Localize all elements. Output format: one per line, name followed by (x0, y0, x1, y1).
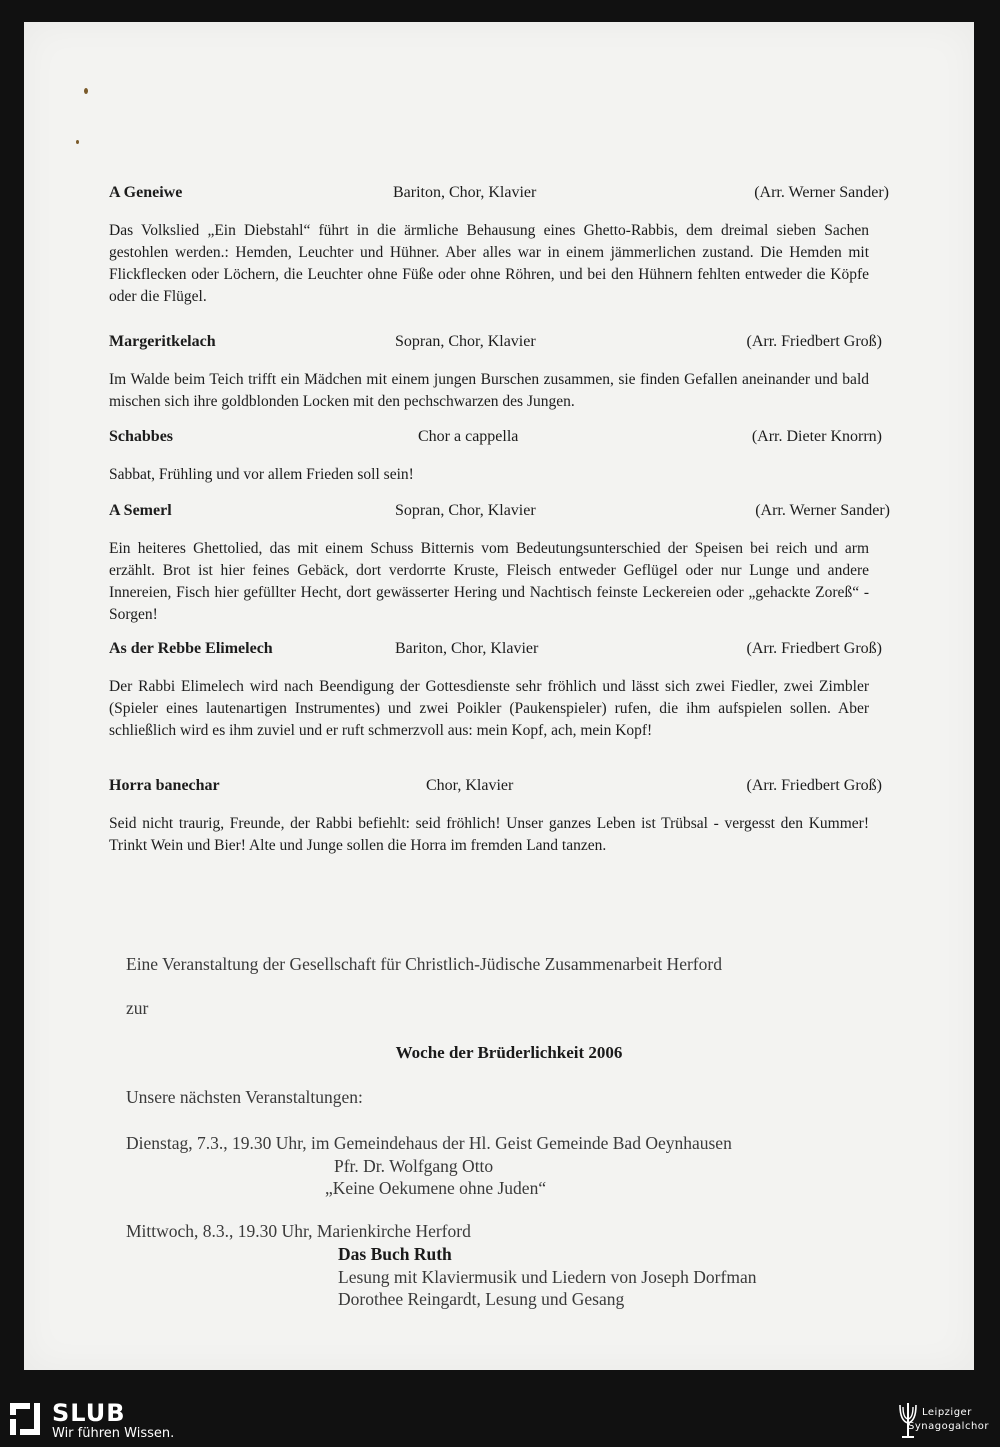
slub-name: SLUB (52, 1399, 126, 1427)
song-description: Das Volkslied „Ein Diebstahl“ führt in die ärmliche Behausung eines Ghetto-Rabbis, dem dreimal sieben Sachen gestohlen werden.: Hemden, Leuchter und Hühner. Aber alles war in einem jämmerlichen zustand. Die Hemden mit Flickflecken oder Löchern, die Leuchter ohne Füße oder ohne Röhren, und bei den Hühnern fehlten entweder die Köpfe oder die Flügel. (109, 222, 869, 305)
paper-speck (84, 88, 88, 94)
song-arranger: (Arr. Dieter Knorrn) (751, 428, 882, 445)
song-arranger: (Arr. Friedbert Groß) (746, 777, 882, 794)
song-title: As der Rebbe Elimelech (109, 640, 273, 657)
choir-name-line2: Synagogalchor (908, 1421, 990, 1432)
zur-line: zur (126, 998, 149, 1018)
song-arranger: (Arr. Werner Sander) (754, 184, 889, 201)
event2-when: Mittwoch, 8.3., 19.30 Uhr, Marienkirche Herford (126, 1221, 471, 1241)
song-entry (109, 333, 882, 413)
song-voices: Sopran, Chor, Klavier (395, 502, 536, 519)
song-description: Ein heiteres Ghettolied, das mit einem Schuss Bitternis vom Bedeutungsunterschied der Speisen bei reich und arm erzählt. Brot ist hier feines Gebäck, dort verdorrte Kruste, Fleisch entweder Geflügel oder nur Lunge und andere Innereien, Fisch hier gefüllter Hecht, dort gewässerter Hering und Nachtisch feinste Leckereien oder „gehackte Zoreß“ - Sorgen! (109, 540, 869, 623)
song-arranger: (Arr. Friedbert Groß) (746, 333, 882, 350)
song-entry (109, 640, 882, 742)
next-events-heading: Unsere nächsten Veranstaltungen: (126, 1087, 363, 1107)
menorah-icon (897, 1399, 919, 1441)
event2-line2: Dorothee Reingardt, Lesung und Gesang (338, 1289, 625, 1309)
song-entry (109, 184, 889, 308)
song-voices: Sopran, Chor, Klavier (395, 333, 536, 350)
song-voices: Chor, Klavier (426, 777, 514, 794)
song-title: Schabbes (109, 428, 174, 445)
slub-tagline: Wir führen Wissen. (52, 1426, 175, 1441)
song-arranger: (Arr. Friedbert Groß) (746, 640, 882, 657)
song-title: A Geneiwe (109, 184, 183, 201)
song-description: Im Walde beim Teich trifft ein Mädchen mit einem jungen Burschen zusammen, sie finden Gefallen aneinander und bald mischen sich ihre goldblonden Locken mit den pechschwarzen des Jungen. (109, 371, 869, 410)
song-entry (109, 502, 890, 626)
choir-name-line1: Leipziger (922, 1407, 972, 1418)
event2-title: Das Buch Ruth (338, 1244, 452, 1264)
event1-topic: „Keine Oekumene ohne Juden“ (325, 1178, 547, 1198)
song-voices: Chor a cappella (418, 428, 519, 445)
song-voices: Bariton, Chor, Klavier (395, 640, 539, 657)
event1-when: Dienstag, 7.3., 19.30 Uhr, im Gemeindehaus der Hl. Geist Gemeinde Bad Oeynhausen (126, 1133, 732, 1153)
song-description: Seid nicht traurig, Freunde, der Rabbi befiehlt: seid fröhlich! Unser ganzes Leben ist Trübsal - vergesst den Kummer! Trinkt Wein und Bier! Alte und Junge sollen die Horra im fremden Land tanzen. (109, 815, 869, 854)
paper-speck (76, 140, 79, 144)
song-description: Der Rabbi Elimelech wird nach Beendigung der Gottesdienste sehr fröhlich und lässt sich zwei Fiedler, zwei Zimbler (Spieler eines lautenartigen Instrumentes) und zwei Poikler (Paukenspieler) rufen, die ihm aufspielen sollen. Aber schließlich wird es ihm zuviel und er ruft schmerzvoll aus: mein Kopf, ach, mein Kopf! (109, 678, 869, 739)
organizer-line: Eine Veranstaltung der Gesellschaft für Christlich-Jüdische Zusammenarbeit Herford (126, 954, 722, 974)
branding-bar (0, 1395, 1000, 1447)
song-entry (109, 777, 882, 857)
event1-speaker: Pfr. Dr. Wolfgang Otto (334, 1156, 494, 1176)
event2-line1: Lesung mit Klaviermusik und Liedern von Joseph Dorfman (338, 1267, 757, 1287)
song-title: Margeritkelach (109, 333, 216, 350)
event-title: Woche der Brüderlichkeit 2006 (395, 1043, 623, 1062)
slub-logo-icon (8, 1401, 42, 1437)
song-voices: Bariton, Chor, Klavier (393, 184, 537, 201)
song-description: Sabbat, Frühling und vor allem Frieden soll sein! (109, 466, 414, 483)
song-title: Horra banechar (109, 777, 220, 794)
document-page (24, 22, 974, 1370)
song-arranger: (Arr. Werner Sander) (755, 502, 890, 519)
song-entry (109, 428, 882, 486)
song-title: A Semerl (109, 502, 172, 519)
